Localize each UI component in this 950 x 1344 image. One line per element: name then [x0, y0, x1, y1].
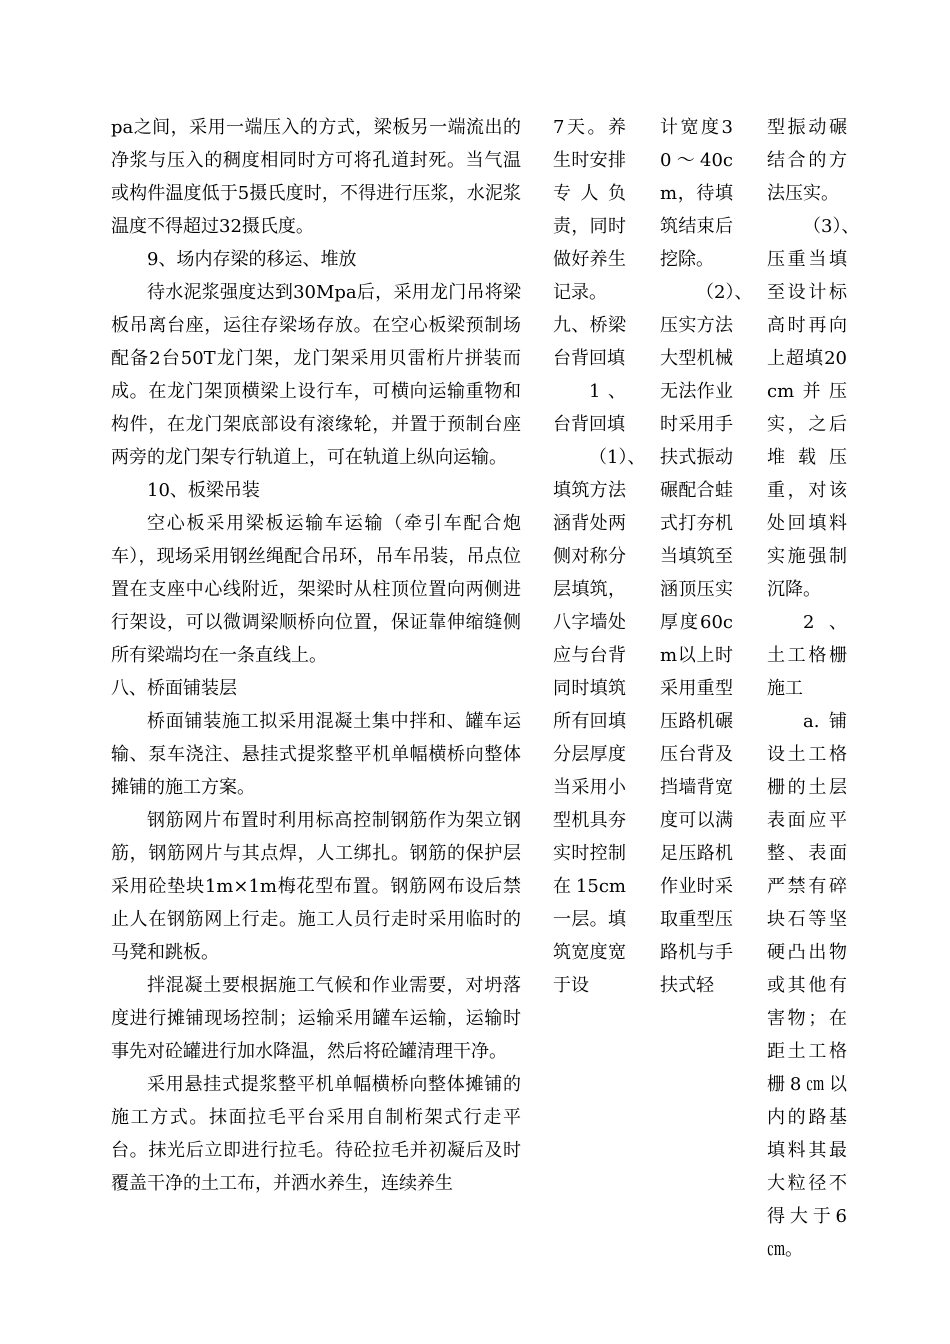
heading-backfill-1: 1、台背回填 [553, 381, 626, 435]
paragraph-geogrid-laying: a.铺设土工格栅的土层表面应平整、表面严禁有碎块石等坚硬凸出物或其他有害物；在距土工格栅8㎝以内的路基填料其最大粒径不得大于6㎝。 [767, 711, 847, 1260]
paragraph-compaction-method: （2）、压实方法大型机械无法作业时采用手扶式振动碾配合蛙式打夯机当填筑至涵顶压实厚度60cm以上时采用重型压路机碾压台背及挡墙背宽度可以满足压路机作业时采取重型压路机与手扶式轻 [660, 282, 753, 996]
paragraph-surcharge: （3）、压重当填至设计标高时再向上超填20cm并压实，之后堆载压重，对该处回填料实施强制沉降。 [767, 216, 860, 600]
paragraph-design-width: 计宽度30～40cm，待填筑结束后挖除。 [660, 117, 733, 270]
paragraph-beam-hoisting: 空心板采用梁板运输车运输（牵引车配合炮车），现场采用钢丝绳配合吊环，吊车吊装，吊点位置在支座中心线附近，架梁时从柱顶位置向两侧进行架设，可以微调梁顺桥向位置，保证靠伸缩缝侧所有梁端均在一条直线上。 [111, 513, 521, 666]
paragraph-filling-method: （1）、填筑方法涵背处两侧对称分层填筑，八字墙处应与台背同时填筑所有回填分层厚度当采用小型机具夯实时控制在15cm一层。填筑宽度宽于设 [553, 447, 646, 996]
heading-deck-pavement: 八、桥面铺装层 [111, 678, 237, 699]
paragraph-beam-storage: 待水泥浆强度达到30Mpa后，采用龙门吊将梁板吊离台座，运往存梁场存放。在空心板梁预制场配备2台50T龙门架，龙门架采用贝雷桁片拼装而成。在龙门架顶横梁上设行车，可横向运输重物和构件，在龙门架底部设有滚缘轮，并置于预制台座两旁的龙门架专行轨道上，可在轨道上纵向运输。 [111, 282, 521, 468]
paragraph-compaction-end: 型振动碾结合的方法压实。 [767, 117, 847, 204]
paragraph-paving-method: 采用悬挂式提浆整平机单幅横桥向整体摊铺的施工方式。抹面拉毛平台采用自制桁架式行走平台。抹光后立即进行拉毛。待砼拉毛并初凝后及时覆盖干净的土工布，并洒水养生，连续养生 [111, 1074, 521, 1194]
main-text-column [111, 111, 521, 1200]
paragraph-deck-pavement-plan: 桥面铺装施工拟采用混凝土集中拌和、罐车运输、泵车浇注、悬挂式提浆整平机单幅横桥向整体摊铺的施工方案。 [111, 711, 521, 798]
paragraph-concrete-mixing: 拌混凝土要根据施工气候和作业需要，对坍落度进行摊铺现场控制；运输采用罐车运输，运输时事先对砼罐进行加水降温，然后将砼罐清理干净。 [111, 975, 521, 1062]
paragraph-curing: 7天。养生时安排专人负责，同时做好养生记录。 [553, 117, 626, 303]
narrow-column-b [660, 111, 753, 1002]
heading-abutment-backfill: 九、桥梁台背回填 [553, 315, 626, 369]
paragraph-rebar-mesh: 钢筋网片布置时利用标高控制钢筋作为架立钢筋，钢筋网片与其点焊，人工绑扎。钢筋的保护层采用砼垫块1m×1m梅花型布置。钢筋网布设后禁止人在钢筋网上行走。施工人员行走时采用临时的马凳和跳板。 [111, 810, 521, 963]
narrow-column-a [553, 111, 646, 1002]
heading-beam-hoisting: 10、板梁吊装 [147, 480, 260, 501]
narrow-column-c [767, 111, 860, 1266]
paragraph-grouting-end: pa之间，采用一端压入的方式，梁板另一端流出的净浆与压入的稠度相同时方可将孔道封死。当气温或构件温度低于5摄氏度时，不得进行压浆，水泥浆温度不得超过32摄氏度。 [111, 117, 521, 237]
heading-beam-storage: 9、场内存梁的移运、堆放 [147, 249, 357, 270]
heading-geogrid: 2、土工格栅施工 [767, 612, 847, 699]
